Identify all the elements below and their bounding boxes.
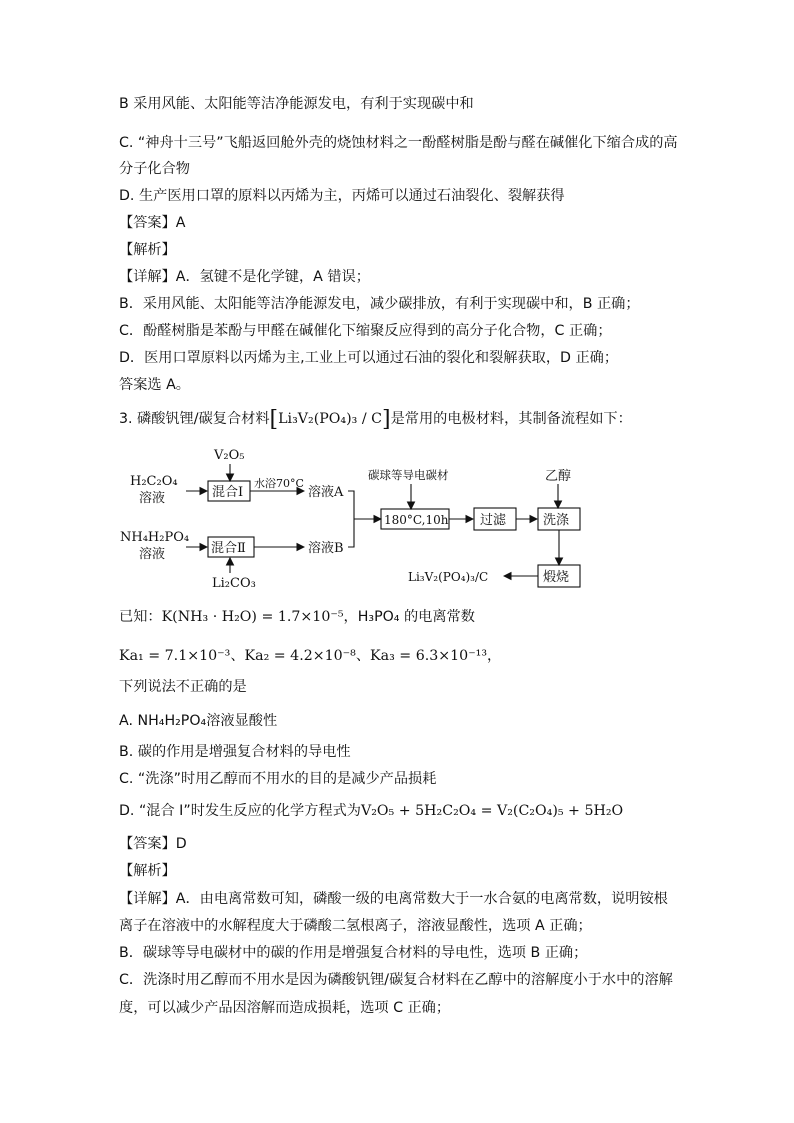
right-bracket: ] [381, 407, 391, 432]
q3-formula: Li₃V₂(PO₄)₃ / C [278, 411, 382, 427]
q2-option-d: D. 生产医用口罩的原料以丙烯为主，丙烯可以通过石油裂化、裂解获得 [119, 188, 565, 204]
q3-analysis-c-line1: C．洗涤时用乙醇而不用水是因为磷酸钒锂/碳复合材料在乙醇中的溶解度小于水中的溶解 [119, 972, 673, 988]
q3-option-d-equation: V₂O₅ + 5H₂C₂O₄ = V₂(C₂O₄)₅ + 5H₂O [360, 803, 624, 819]
flow-mix2: 混合Ⅱ [211, 541, 246, 556]
flow-h2c2o4: H₂C₂O₄ [130, 474, 178, 489]
flow-solution1: 溶液 [139, 491, 166, 506]
q3-stem [119, 409, 632, 430]
q3-option-d-prefix: D. “混合 Ⅰ”时发生反应的化学方程式为 [119, 803, 361, 819]
flow-product: Li₃V₂(PO₄)₃/C [408, 570, 489, 584]
q3-stem-prefix: 3. 磷酸钒锂/碳复合材料 [119, 411, 270, 427]
flow-filter: 过滤 [480, 513, 507, 528]
flow-calcine: 煅烧 [543, 570, 570, 585]
flow-condition: 180°C,10h [384, 513, 449, 527]
ka-line: Ka₁ = 7.1×10⁻³、Ka₂ = 4.2×10⁻⁸、Ka₃ = 6.3×10⁻¹³， [119, 648, 502, 664]
q3-option-d [119, 801, 623, 821]
q2-analysis-a: 【详解】A．氢键不是化学键，A 错误； [119, 269, 370, 285]
q3-answer: 【答案】D [119, 836, 187, 852]
flow-nh4h2po4: NH₄H₂PO₄ [120, 530, 190, 545]
flow-v2o5: V₂O₅ [214, 448, 245, 463]
known-mid: ，H₃PO₄ 的电离常数 [343, 609, 475, 625]
left-bracket: [ [269, 407, 279, 432]
flowchart-svg [118, 447, 598, 602]
q3-analysis-a-line2: 离子在溶液中的水解程度大于磷酸二氢根离子，溶液显酸性，选项 A 正确； [119, 918, 592, 934]
q3-option-b: B. 碳的作用是增强复合材料的导电性 [119, 744, 351, 760]
merge-bracket [348, 491, 354, 547]
flow-ethanol: 乙醇 [545, 469, 572, 484]
q3-analysis-a-line1: 【详解】A．由电离常数可知，磷酸一级的电离常数大于一水合氨的电离常数，说明铵根 [119, 891, 668, 907]
flow-wash: 洗涤 [543, 513, 570, 528]
q2-conclusion: 答案选 A。 [119, 377, 190, 393]
flow-solB: 溶液B [308, 541, 344, 556]
q2-option-c-line2: 分子化合物 [119, 161, 190, 177]
q2-answer: 【答案】A [119, 215, 186, 231]
q2-analysis-b: B．采用风能、太阳能等洁净能源发电，减少碳排放，有利于实现碳中和，B 正确； [119, 296, 640, 312]
q2-option-c-line1: C. “神舟十三号”飞船返回舱外壳的烧蚀材料之一酚醛树脂是酚与醛在碱催化下缩合成的高 [119, 135, 678, 151]
q2-analysis-c: C．酚醛树脂是苯酚与甲醛在碱催化下缩聚反应得到的高分子化合物，C 正确； [119, 323, 612, 339]
q3-analysis-c-line2: 度，可以减少产品因溶解而造成损耗，选项 C 正确； [119, 1000, 451, 1016]
flow-mix1: 混合Ⅰ [212, 485, 244, 500]
flow-water-bath: 水浴70°C [254, 477, 304, 490]
q3-option-a: A. NH₄H₂PO₄溶液显酸性 [119, 713, 278, 729]
known-k-nh3: K(NH₃ · H₂O) = 1.7×10⁻⁵ [161, 609, 344, 625]
q2-analysis-d: D．医用口罩原料以丙烯为主,工业上可以通过石油的裂化和裂解获取，D 正确； [119, 350, 619, 366]
q3-question: 下列说法不正确的是 [119, 679, 247, 695]
flow-solution2: 溶液 [139, 547, 166, 562]
q3-option-c: C. “洗涤”时用乙醇而不用水的目的是减少产品损耗 [119, 771, 437, 787]
q3-analysis-heading: 【解析】 [119, 863, 176, 879]
flow-li2co3: Li₂CO₃ [212, 576, 256, 591]
q3-analysis-b: B．碳球等导电碳材中的碳的作用是增强复合材料的导电性，选项 B 正确； [119, 945, 588, 961]
flowchart [118, 447, 598, 602]
flow-carbon-material: 碳球等导电碳材 [368, 468, 449, 482]
known-prefix: 已知： [119, 609, 162, 625]
known-line [119, 607, 475, 627]
flow-solA: 溶液A [308, 485, 344, 500]
q2-analysis-heading: 【解析】 [119, 242, 176, 258]
q3-stem-suffix: 是常用的电极材料，其制备流程如下： [390, 411, 632, 427]
q2-option-b: B 采用风能、太阳能等洁净能源发电，有利于实现碳中和 [119, 96, 474, 112]
